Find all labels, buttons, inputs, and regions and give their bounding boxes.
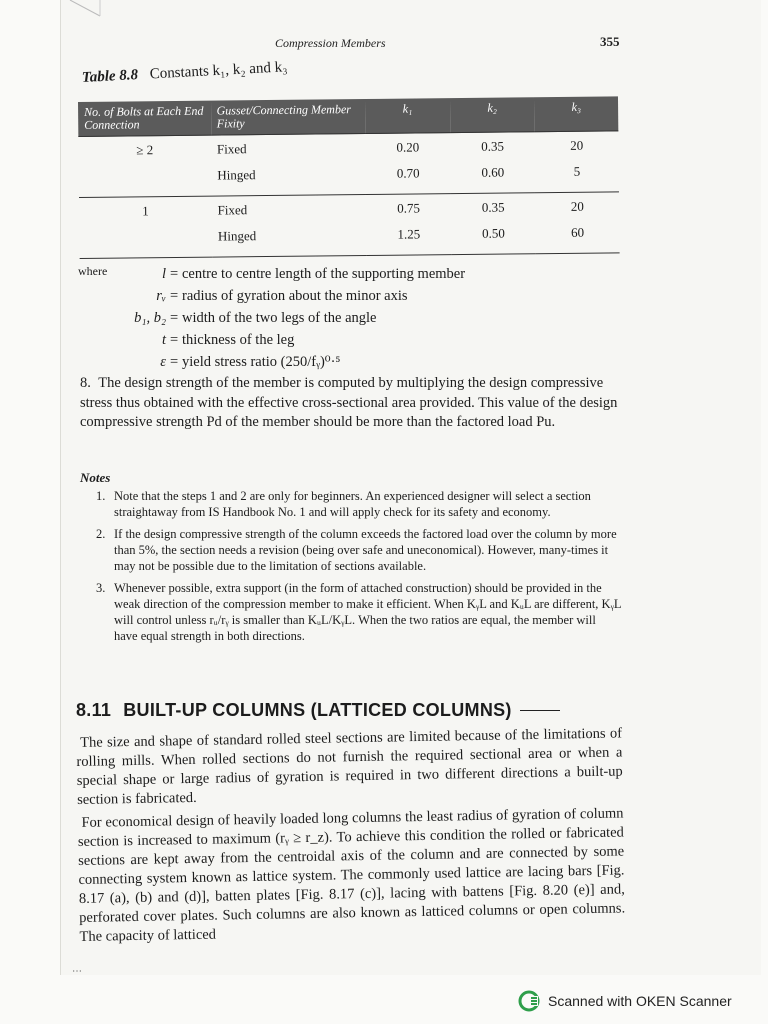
cell-k1: 1.25 — [366, 224, 451, 255]
definition-text: centre to centre length of the supporting member — [182, 266, 466, 282]
col-k2: k₂ — [450, 97, 535, 133]
table-number: Table 8.8 — [81, 67, 139, 86]
definition-item: ε = yield stress ratio (250/fᵧ)⁰·⁵ — [100, 354, 620, 376]
cell-bolts: ≥ 2 — [78, 135, 211, 167]
body-paragraph: The size and shape of standard rolled steel sections are limited because of the limitations of rolling mills. When rolled sections do not furnish the required sectional area or when a special shape or large radius of gyration is required in two different directions a built-up section is fabricated. — [76, 725, 623, 808]
where-label: where — [78, 264, 108, 278]
table-header-row — [78, 96, 618, 137]
cell-k3: 20 — [535, 131, 619, 162]
definition-text: yield stress ratio (250/fᵧ)⁰·⁵ — [182, 354, 341, 370]
cell-k3: 20 — [535, 192, 619, 223]
cell-k1: 0.20 — [365, 133, 450, 164]
note-text: Note that the steps 1 and 2 are only for beginners. An experienced designer will select a section straightaway from IS Handbook No. 1 and will apply check for its safety and economy. — [114, 489, 591, 519]
cell-k2: 0.35 — [451, 193, 536, 224]
section-number: 8.11 — [76, 700, 112, 720]
note-item — [96, 580, 622, 644]
note-number: 1. — [96, 489, 106, 503]
definition-symbol: l — [161, 266, 166, 282]
note-item — [96, 526, 622, 574]
cell-fixity: Hinged — [211, 164, 366, 196]
definition-symbol: ε — [160, 354, 166, 370]
definition-list — [100, 266, 620, 376]
col-k1: k₁ — [365, 98, 450, 134]
col-fixity: Gusset/Connecting Member Fixity — [210, 99, 365, 135]
note-item — [96, 488, 622, 520]
cell-k1: 0.70 — [366, 163, 451, 194]
col-bolts: No. of Bolts at Each End Connection — [78, 101, 211, 137]
running-head: Compression Members — [275, 36, 386, 50]
notes-title: Notes — [80, 470, 111, 485]
definition-symbol: t — [161, 332, 166, 348]
oken-logo-icon — [518, 990, 540, 1012]
cell-bolts — [79, 227, 212, 259]
cell-fixity: Fixed — [211, 134, 366, 166]
constants-table — [78, 96, 620, 259]
cell-k3: 60 — [536, 223, 620, 254]
step-number: 8. — [80, 375, 91, 391]
note-number: 3. — [96, 581, 106, 595]
cell-fixity: Fixed — [211, 195, 366, 227]
note-text: Whenever possible, extra support (in the form of attached construction) should be provided in the weak direction of the compression member to make it efficient. When KᵧL and KᵤL are different, KᵧL will control unless rᵤ/rᵧ is smaller than KᵤL/KᵧL. When the two ratios are equal, the member will have equal strength in both directions. — [114, 581, 622, 643]
note-number: 2. — [96, 527, 106, 541]
note-text: If the design compressive strength of the column exceeds the factored load over the column by more than 5%, the section needs a revision (being over safe and uneconomical). However, many-times it may not be possible due to the limitation of sections available. — [114, 527, 617, 573]
cell-k2: 0.35 — [450, 132, 535, 163]
col-k3: k₃ — [534, 96, 618, 132]
definition-text: width of the two legs of the angle — [182, 310, 377, 326]
definition-symbol: b₁, b₂ — [134, 310, 166, 326]
definition-symbol: rᵥ — [156, 288, 166, 304]
definition-item: l = centre to centre length of the supporting member — [100, 266, 620, 288]
definition-item: b₁, b₂ = width of the two legs of the angle — [100, 310, 620, 332]
cell-k1: 0.75 — [366, 194, 451, 225]
cell-k2: 0.50 — [451, 224, 536, 255]
section-body — [76, 724, 626, 950]
notes-list — [96, 488, 622, 650]
cell-bolts: 1 — [79, 196, 212, 228]
body-paragraph: For economical design of heavily loaded long columns the least radius of gyration of column section is increased to maximum (rᵧ ≥ r_z). To achieve this condition the rolled or fabricated sections are kept away from the centroidal axis of the column and are connected by some connecting system known as lattice system. The commonly used lattice are lacing bars [Fig. 8.17 (a), (b) and (d)], batten plates [Fig. 8.17 (c)], lacing with battens [Fig. 8.20 (e)] and, perforated cover plates. Such columns are also known as latticed columns or open columns. The capacity of latticed — [77, 805, 626, 945]
definition-item: rᵥ = radius of gyration about the minor axis — [100, 288, 620, 310]
scanner-watermark — [518, 990, 732, 1012]
definition-text: radius of gyration about the minor axis — [182, 288, 408, 304]
cell-fixity: Hinged — [212, 225, 367, 257]
page-number: 355 — [600, 34, 620, 49]
step-text: The design strength of the member is computed by multiplying the design compressive stress thus obtained with the effective cross-sectional area provided. This value of the design compressive strength Pd of the member should be more than the factored load Pu. — [80, 375, 618, 430]
cell-k3: 5 — [535, 162, 619, 193]
definition-text: thickness of the leg — [182, 332, 295, 348]
definition-item: t = thickness of the leg — [100, 332, 620, 354]
heading-rule — [520, 710, 560, 711]
cell-bolts — [79, 166, 212, 198]
page-smudge: ⋯ — [72, 966, 82, 977]
table-title: Constants k₁, k₂ and k₃ — [149, 59, 288, 83]
section-heading — [76, 700, 626, 721]
step-8-paragraph — [80, 374, 620, 433]
page-corner-fold — [0, 0, 120, 20]
table-row — [79, 223, 619, 259]
section-title: BUILT-UP COLUMNS (LATTICED COLUMNS) — [123, 700, 512, 720]
cell-k2: 0.60 — [450, 163, 535, 194]
watermark-text: Scanned with OKEN Scanner — [548, 993, 732, 1009]
